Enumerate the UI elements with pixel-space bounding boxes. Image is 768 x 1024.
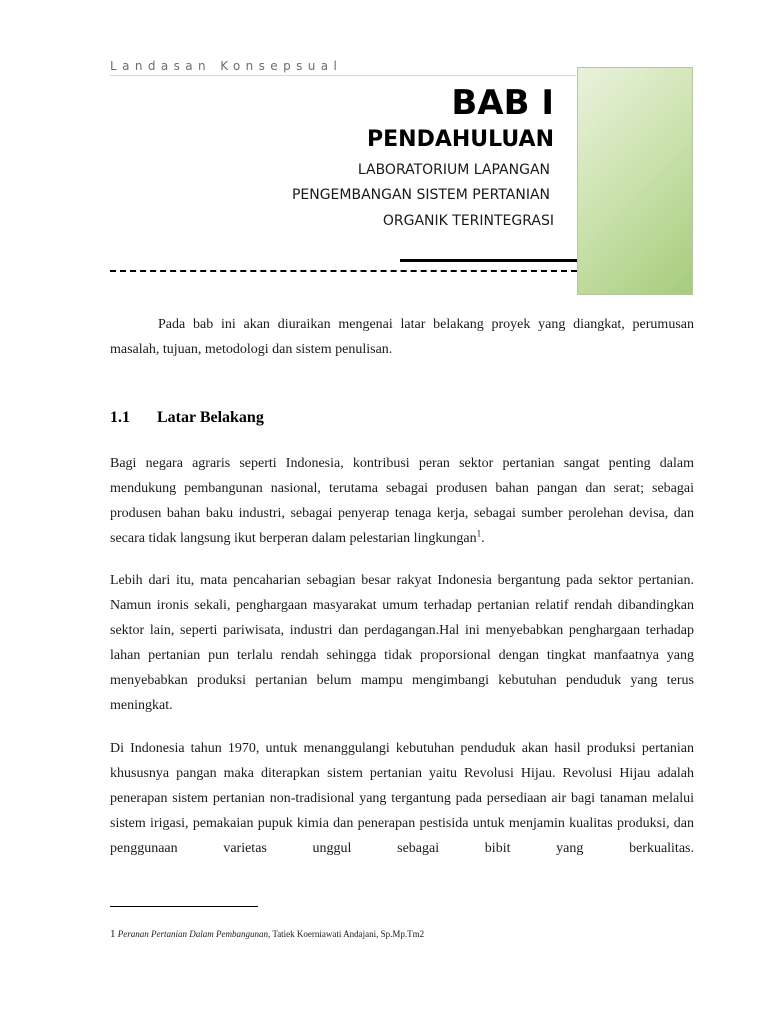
chapter-decor-box <box>577 67 693 295</box>
chapter-title: PENDAHULUAN <box>367 127 554 152</box>
paragraph-1-text: Bagi negara agraris seperti Indonesia, kontribusi peran sektor pertanian sangat penting dalam mendukung pembangunan nasional, terutama sebagai produsen bahan pangan dan serat; sebagai produsen bahan baku industri, sebagai penyerap tenaga kerja, sebagai sumber perolehan devisa, dan secara tidak langsung ikut berperan dalam pelestarian lingkungan <box>110 456 694 546</box>
paragraph-1 <box>110 451 694 551</box>
footnote-separator <box>110 906 258 907</box>
paragraph-3: Di Indonesia tahun 1970, untuk menanggulangi kebutuhan penduduk akan hasil produksi pertanian khususnya pangan maka diterapkan sistem pertanian yaitu Revolusi Hijau. Revolusi Hijau adalah penerapan sistem pertanian non-tradisional yang tergantung pada persediaan air bagi tanaman melalui sistem irigasi, pemakaian pupuk kimia dan penerapan pestisida untuk menjamin kualitas produksi, dan penggunaan varietas unggul sebagai bibit yang berkualitas. <box>110 741 694 856</box>
subtitle-line-1: LABORATORIUM LAPANGAN <box>357 162 550 178</box>
title-underline-bar <box>400 259 577 262</box>
header-rule <box>110 75 576 76</box>
paragraph-2: Lebih dari itu, mata pencaharian sebagian besar rakyat Indonesia bergantung pada sektor pertanian. Namun ironis sekali, penghargaan masyarakat umum terhadap pertanian relatif rendah dibandingkan sektor lain, seperti pariwisata, industri dan perdagangan.Hal ini menyebabkan penghargaan terhadap lahan pertanian pun terlalu rendah sehingga tidak proporsional dengan tingkat manfaatnya yang menyebabkan produksi pertanian belum mampu mengimbangi kebutuhan penduduk yang terus meningkat. <box>110 573 694 713</box>
footnote-title: Peranan Pertanian Dalam Pembangunan, <box>117 929 271 939</box>
footnote-reference[interactable]: 1 <box>476 528 482 539</box>
section-title: Latar Belakang <box>157 409 264 426</box>
section-number: 1.1 <box>110 409 130 426</box>
chapter-number: BAB I <box>451 83 554 123</box>
running-header: Landasan Konsepsual <box>110 59 343 73</box>
title-dashed-divider <box>110 270 577 272</box>
footnote <box>110 928 424 940</box>
subtitle-line-2: PENGEMBANGAN SISTEM PERTANIAN <box>291 187 550 203</box>
paragraph-1-end: . <box>481 531 485 546</box>
intro-paragraph: Pada bab ini akan diuraikan mengenai latar belakang proyek yang diangkat, perumusan masalah, tujuan, metodologi dan sistem penulisan. <box>110 317 694 357</box>
section-heading <box>110 406 264 430</box>
footnote-number: 1 <box>110 928 116 940</box>
footnote-author: Tatiek Koerniawati Andajani, Sp.Mp.Tm2 <box>270 929 425 939</box>
subtitle-line-3: ORGANIK TERINTEGRASI <box>382 213 554 229</box>
